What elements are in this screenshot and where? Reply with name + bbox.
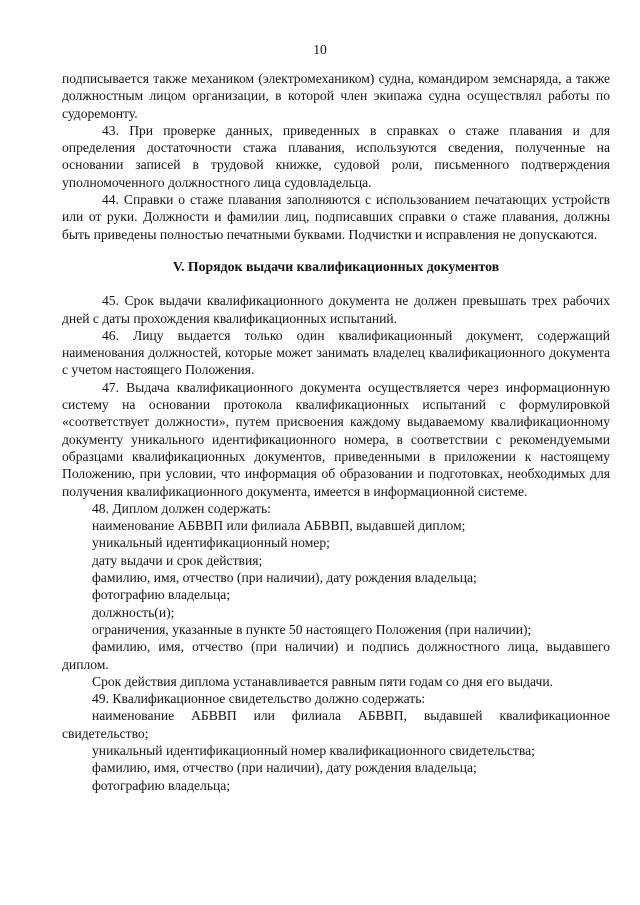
certificate-item: наименование АБВВП или филиала АБВВП, выдавшей квалификационное свидетельство; <box>62 708 610 741</box>
diploma-item: уникальный идентификационный номер; <box>92 535 330 551</box>
diploma-item: должность(и); <box>92 604 175 620</box>
diploma-item: дату выдачи и срок действия; <box>92 552 263 568</box>
diploma-validity: Срок действия диплома устанавливается равным пяти годам со дня его выдачи. <box>92 673 554 689</box>
certificate-item: фамилию, имя, отчество (при наличии), дату рождения владельца; <box>92 760 477 776</box>
certificate-item: фотографию владельца; <box>92 777 231 793</box>
diploma-item: ограничения, указанные в пункте 50 настоящего Положения (при наличии); <box>92 621 532 637</box>
paragraph-45: 45. Срок выдачи квалификационного документа не должен превышать трех рабочих дней с даты прохождения квалификационных испытаний. <box>62 293 610 326</box>
section-heading: V. Порядок выдачи квалификационных документов <box>172 258 500 274</box>
paragraph-47: 47. Выдача квалификационного документа осуществляется через информационную систему на основании протокола квалификационных испытаний с формулировкой «соответствует должности», путем присвоения каждому выдаваемому квалификационному документу уникального идентификационного номера, в соответствии с рекомендуемыми образцами квалификационных документов, приведенными в приложении к настоящему Положению, при условии, что информация об образовании и подготовках, необходимых для получения квалификационного документа, имеется в информационной системе. <box>62 379 610 499</box>
diploma-item: фамилию, имя, отчество (при наличии), дату рождения владельца; <box>92 570 477 586</box>
diploma-item: фамилию, имя, отчество (при наличии) и подпись должностного лица, выдавшего диплом. <box>62 639 610 672</box>
diploma-item: наименование АБВВП или филиала АБВВП, выдавшей диплом; <box>92 518 466 534</box>
page-number: 10 <box>313 42 327 57</box>
document-body <box>62 70 610 794</box>
paragraph-46: 46. Лицу выдается только один квалификационный документ, содержащий наименования должностей, которые может занимать владелец квалификационного документа с учетом настоящего Положения. <box>62 327 610 378</box>
paragraph-43: 43. При проверке данных, приведенных в справках о стаже плавания и для определения достаточности стажа плавания, используются сведения, полученные на основании записей в трудовой книжке, судовой роли, письменного подтверждения уполномоченного должностного лица судовладельца. <box>62 122 610 190</box>
paragraph-48-intro: 48. Диплом должен содержать: <box>92 500 271 516</box>
paragraph-42-continuation: подписывается также механиком (электромехаником) судна, командиром земснаряда, а также должностным лицом организации, в которой член экипажа судна осуществлял работы по судоремонту. <box>62 71 610 121</box>
diploma-item: фотографию владельца; <box>92 587 231 603</box>
certificate-item: уникальный идентификационный номер квалификационного свидетельства; <box>92 742 535 758</box>
paragraph-44: 44. Справки о стаже плавания заполняются с использованием печатающих устройств или от руки. Должности и фамилии лиц, подписавших справки о стаже плавания, должны быть приведены полностью печатными буквами. Подчистки и исправления не допускаются. <box>62 192 610 242</box>
paragraph-49-intro: 49. Квалификационное свидетельство должно содержать: <box>92 691 426 707</box>
